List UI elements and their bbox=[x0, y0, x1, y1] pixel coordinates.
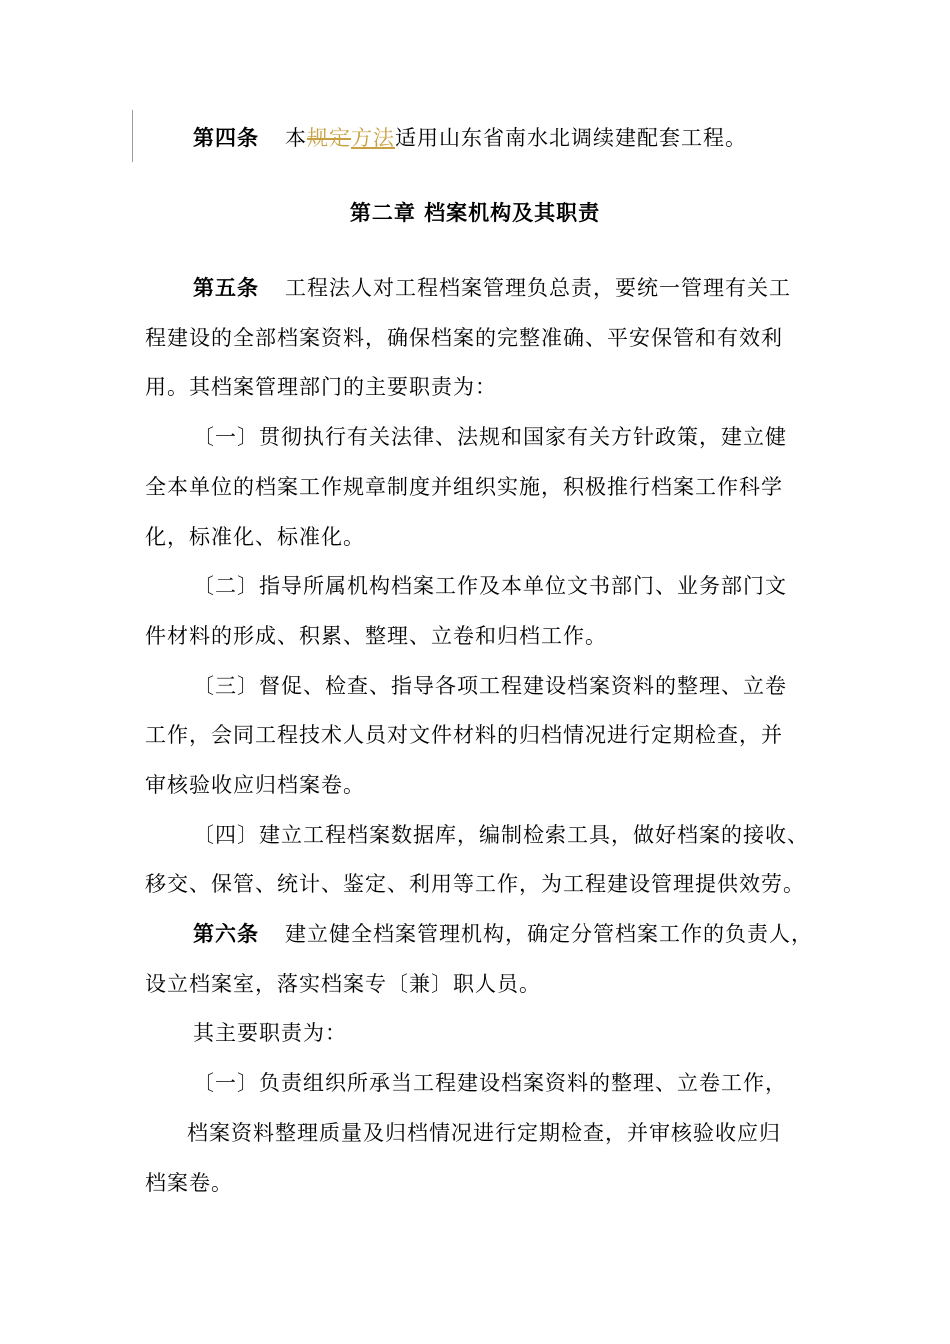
article-6-line-3: 其主要职责为： bbox=[193, 1021, 347, 1045]
revision-inserted-text: 方法 bbox=[351, 126, 395, 150]
article-6-label: 第六条 bbox=[193, 921, 259, 946]
revision-deleted-text: 规定 bbox=[307, 126, 351, 150]
item-6-1-line-3: 档案卷。 bbox=[145, 1171, 233, 1195]
article-5-text: 工程法人对工程档案管理负总责，要统一管理有关工 bbox=[285, 276, 791, 300]
item-5-4-line-2: 移交、保管、统计、鉴定、利用等工作，为工程建设管理提供效劳。 bbox=[145, 872, 805, 896]
article-5-label: 第五条 bbox=[193, 275, 259, 300]
item-6-1-line-1: 〔一〕负责组织所承当工程建设档案资料的整理、立卷工作， bbox=[193, 1071, 787, 1095]
revision-change-bar bbox=[132, 110, 133, 162]
item-5-3-line-1: 〔三〕督促、检查、指导各项工程建设档案资料的整理、立卷 bbox=[193, 674, 787, 698]
chapter-2-title: 第二章 档案机构及其职责 bbox=[349, 200, 601, 225]
item-5-1-line-1: 〔一〕贯彻执行有关法律、法规和国家有关方针政策，建立健 bbox=[193, 425, 787, 449]
article-6-text: 建立健全档案管理机构，确定分管档案工作的负责人， bbox=[285, 922, 813, 946]
item-5-3-line-2: 工作，会同工程技术人员对文件材料的归档情况进行定期检查，并 bbox=[145, 723, 783, 747]
article-4-paragraph bbox=[145, 113, 873, 163]
item-5-2-line-1: 〔二〕指导所属机构档案工作及本单位文书部门、业务部门文 bbox=[193, 574, 787, 598]
item-5-2-line-2: 件材料的形成、积累、整理、立卷和归档工作。 bbox=[145, 624, 607, 648]
article-4-text-post: 适用山东省南水北调续建配套工程。 bbox=[395, 126, 747, 150]
item-6-1-line-2: 档案资料整理质量及归档情况进行定期检查，并审核验收应归 bbox=[187, 1121, 781, 1145]
item-5-1-line-2: 全本单位的档案工作规章制度并组织实施，积极推行档案工作科学 bbox=[145, 475, 783, 499]
article-5-line-2: 程建设的全部档案资料，确保档案的完整准确、平安保管和有效利 bbox=[145, 326, 783, 350]
item-5-4-line-1: 〔四〕建立工程档案数据库，编制检索工具，做好档案的接收、 bbox=[193, 823, 809, 847]
article-6-line-1 bbox=[145, 909, 873, 959]
article-5-line-3: 用。其档案管理部门的主要职责为： bbox=[145, 375, 497, 399]
article-4-label: 第四条 bbox=[193, 125, 259, 150]
item-5-3-line-3: 审核验收应归档案卷。 bbox=[145, 773, 365, 797]
article-4-text-pre: 本 bbox=[285, 126, 307, 150]
item-5-1-line-3: 化，标准化、标准化。 bbox=[145, 525, 365, 549]
article-6-line-2: 设立档案室，落实档案专〔兼〕职人员。 bbox=[145, 972, 541, 996]
article-5-line-1 bbox=[145, 263, 873, 313]
